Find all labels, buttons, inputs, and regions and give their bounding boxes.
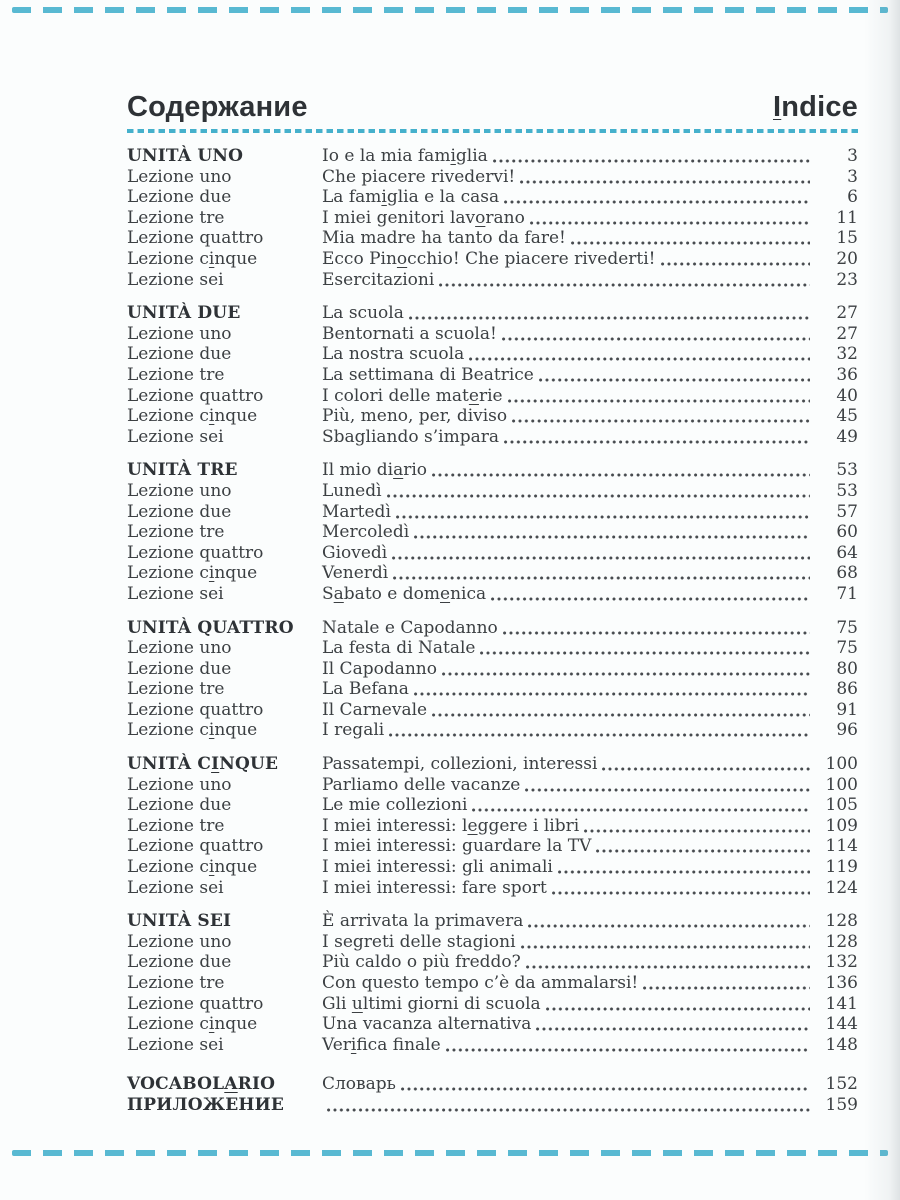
toc-row-label: ПРИЛОЖЕНИЕ	[127, 1094, 285, 1115]
toc-row-title: La famiglia e la casa	[322, 187, 500, 208]
toc-row	[127, 638, 858, 659]
toc-row-middle	[322, 502, 814, 522]
toc-row-title: Sabato e domenica	[322, 583, 487, 604]
toc-row-label: Lezione uno	[127, 166, 232, 187]
toc-row-label: Lezione uno	[127, 931, 232, 952]
toc-row	[127, 522, 858, 543]
top-border-dashes	[12, 7, 888, 13]
toc-row	[127, 583, 858, 604]
toc-row	[127, 207, 858, 228]
toc-row-title: Verifica finale	[322, 1034, 441, 1055]
toc-section	[127, 460, 858, 604]
toc-row	[127, 911, 858, 932]
toc-row-middle	[322, 700, 814, 720]
toc-row-page: 80	[836, 658, 858, 679]
toc-row-page: 136	[825, 973, 858, 993]
toc-row-middle	[322, 1035, 814, 1055]
toc-row-middle	[322, 816, 814, 836]
toc-row-page: 105	[825, 795, 858, 816]
toc-row-label: UNITÀ UNO	[127, 146, 244, 167]
toc-row-page: 141	[825, 993, 858, 1014]
toc-row-page: 36	[836, 364, 858, 385]
toc-row-middle	[322, 932, 814, 952]
toc-row-middle	[322, 324, 814, 344]
toc-row-label: UNITÀ QUATTRO	[127, 617, 294, 638]
toc-row-title: Martedì	[322, 501, 391, 522]
toc-row-page: 60	[836, 522, 858, 543]
toc-row-title: I miei interessi: leggere i libri	[322, 815, 580, 836]
toc-row	[127, 993, 858, 1014]
toc-row-label: Lezione due	[127, 795, 232, 816]
toc-row	[127, 931, 858, 952]
toc-row-page: 75	[836, 617, 858, 638]
toc-row	[127, 501, 858, 522]
dot-leader	[539, 378, 810, 382]
dot-leader	[414, 692, 810, 696]
toc-row-title: Словарь	[322, 1074, 396, 1095]
dot-leader	[528, 924, 810, 928]
toc-row	[127, 658, 858, 679]
toc-row-title: I miei interessi: gli animali	[322, 857, 553, 878]
dot-leader	[491, 597, 810, 601]
toc-row-middle	[322, 344, 814, 364]
toc-row-label: Lezione sei	[127, 1034, 224, 1055]
toc-row-title: Mia madre ha tanto da fare!	[322, 228, 566, 249]
toc-row-middle	[322, 994, 814, 1014]
toc-row	[127, 460, 858, 481]
toc-row-label: Lezione sei	[127, 877, 224, 898]
toc-row	[127, 720, 858, 741]
toc-row-middle	[322, 638, 814, 658]
dot-leader	[401, 1087, 810, 1091]
toc-row-middle	[322, 187, 814, 207]
toc-section	[127, 1074, 858, 1115]
toc-row-label: Lezione quattro	[127, 228, 264, 249]
toc-row	[127, 1014, 858, 1035]
toc-row-label: Lezione uno	[127, 638, 232, 659]
toc-row-middle	[322, 973, 814, 993]
toc-row	[127, 699, 858, 720]
dot-leader	[392, 556, 810, 560]
toc-row-page: 49	[836, 426, 858, 447]
toc-row-title: Il Carnevale	[322, 699, 428, 720]
toc-row-page: 53	[836, 480, 858, 501]
toc-row-label: Lezione due	[127, 658, 232, 679]
toc-row-middle	[322, 249, 814, 269]
toc-row-label: Lezione quattro	[127, 385, 264, 406]
toc-row-title: I colori delle materie	[322, 385, 503, 406]
toc-row-label: Lezione due	[127, 952, 232, 973]
toc-row-middle	[322, 618, 814, 638]
toc-row	[127, 952, 858, 973]
toc-row-label: Lezione cinque	[127, 563, 258, 584]
toc-row-page: 64	[836, 542, 858, 563]
toc-row-label: UNITÀ SEI	[127, 911, 232, 932]
toc-row	[127, 344, 858, 365]
toc-row-page: 40	[836, 385, 858, 406]
dot-leader	[469, 357, 810, 361]
dot-leader	[584, 829, 810, 833]
toc-row-page: 53	[836, 460, 858, 481]
toc-row-middle	[322, 208, 814, 228]
toc-row-label: Lezione cinque	[127, 857, 258, 878]
toc-row-page: 27	[836, 303, 858, 324]
dot-leader	[571, 241, 810, 245]
toc-row	[127, 1074, 858, 1095]
toc-section	[127, 617, 858, 741]
toc-row	[127, 228, 858, 249]
dot-leader	[526, 965, 810, 969]
toc-row	[127, 303, 858, 324]
toc-row-page: 45	[836, 406, 858, 427]
toc-row-label: Lezione cinque	[127, 720, 258, 741]
toc-row-page: 109	[825, 815, 858, 836]
toc-row-middle	[322, 146, 814, 166]
toc-row-label: Lezione uno	[127, 480, 232, 501]
toc-row-label: Lezione sei	[127, 426, 224, 447]
toc-row-middle	[322, 911, 814, 931]
toc-row-page: 100	[825, 754, 858, 775]
toc-row	[127, 385, 858, 406]
toc-section	[127, 753, 858, 897]
toc-row-title: I regali	[322, 720, 385, 741]
toc-row-page: 71	[836, 583, 858, 604]
toc-row-title: Esercitazioni	[322, 269, 435, 290]
toc-row-middle	[322, 775, 814, 795]
dot-leader	[439, 283, 810, 287]
dot-leader	[520, 180, 810, 184]
toc-row-page: 86	[836, 679, 858, 700]
toc-row-label: Lezione uno	[127, 774, 232, 795]
toc-row-middle	[322, 427, 814, 447]
toc-row-title: Sbagliando s’impara	[322, 426, 499, 447]
toc-row-page: 152	[825, 1074, 858, 1095]
toc-row-title: È arrivata la primavera	[322, 911, 524, 932]
toc-row-page: 144	[825, 1014, 858, 1035]
toc-row	[127, 248, 858, 269]
toc-row	[127, 972, 858, 993]
toc-row-title: Il Capodanno	[322, 658, 437, 679]
dot-leader	[661, 262, 810, 266]
toc-row-page: 100	[825, 774, 858, 795]
dot-leader	[504, 200, 810, 204]
toc-row	[127, 795, 858, 816]
toc-row-title: Una vacanza alternativa	[322, 1014, 532, 1035]
toc-row-title: Mercoledì	[322, 522, 410, 543]
toc-row-page: 75	[836, 638, 858, 659]
dot-leader	[409, 316, 810, 320]
toc-row-label: Lezione tre	[127, 522, 225, 543]
dot-leader	[504, 440, 810, 444]
toc-row	[127, 815, 858, 836]
toc-row-middle	[322, 543, 814, 563]
bottom-border-dashes	[12, 1150, 888, 1156]
toc-row-page: 23	[836, 269, 858, 290]
dot-leader	[643, 986, 810, 990]
toc-row-title: Il mio diario	[322, 460, 428, 481]
toc-row-middle	[322, 270, 814, 290]
toc-row	[127, 166, 858, 187]
toc-title-russian: Содержание	[127, 91, 308, 123]
dot-leader	[530, 221, 810, 225]
toc-row-page: 57	[836, 501, 858, 522]
toc-row-title: Passatempi, collezioni, interessi	[322, 754, 598, 775]
toc-row	[127, 877, 858, 898]
toc-row-page: 128	[825, 911, 858, 932]
toc-row-middle	[322, 406, 814, 426]
toc-row	[127, 563, 858, 584]
toc-title-italian: Indice	[772, 91, 858, 123]
toc-row-middle	[322, 481, 814, 501]
dot-leader	[596, 849, 810, 853]
toc-row-page: 124	[825, 877, 858, 898]
page-edge-shadow	[864, 0, 900, 1200]
toc-row-middle	[322, 584, 814, 604]
toc-row-label: Lezione quattro	[127, 993, 264, 1014]
toc-row	[127, 753, 858, 774]
toc-row-middle	[322, 228, 814, 248]
toc-row-label: VOCABOLARIO	[127, 1074, 276, 1095]
dot-leader	[389, 733, 810, 737]
dot-leader	[432, 473, 810, 477]
dot-leader	[508, 399, 810, 403]
dot-leader	[502, 337, 810, 341]
dot-leader	[472, 808, 810, 812]
toc-row-label: Lezione tre	[127, 973, 225, 993]
toc-row	[127, 480, 858, 501]
toc-row-title: I miei interessi: guardare la TV	[322, 836, 592, 857]
toc-row	[127, 145, 858, 166]
toc-row-label: Lezione due	[127, 501, 232, 522]
page-header	[127, 92, 858, 122]
dot-leader	[546, 1007, 810, 1011]
toc-row-middle	[322, 386, 814, 406]
toc-row-middle	[322, 720, 814, 740]
toc-row-label: Lezione quattro	[127, 699, 264, 720]
dot-leader	[493, 159, 810, 163]
toc-row-label: UNITÀ TRE	[127, 460, 238, 481]
toc-row-label: Lezione cinque	[127, 249, 258, 269]
toc-row	[127, 187, 858, 208]
dot-leader	[512, 419, 810, 423]
toc-row	[127, 836, 858, 857]
dot-leader	[327, 1108, 810, 1112]
toc-row-page: 132	[825, 952, 858, 973]
toc-row-label: Lezione tre	[127, 679, 225, 700]
toc-row-page: 20	[836, 249, 858, 269]
dot-leader	[393, 576, 810, 580]
dot-leader	[558, 870, 810, 874]
dot-leader	[396, 515, 810, 519]
toc-row-page: 114	[825, 836, 858, 857]
toc-row-label: Lezione due	[127, 344, 232, 365]
toc-row-title: La nostra scuola	[322, 344, 465, 365]
toc-section	[127, 303, 858, 447]
toc-row-page: 68	[836, 563, 858, 584]
toc-row	[127, 1034, 858, 1055]
dot-leader	[446, 1048, 810, 1052]
toc-row-title: I miei genitori lavorano	[322, 207, 525, 228]
dot-leader	[414, 535, 810, 539]
toc-row-title: Gli ultimi giorni di scuola	[322, 993, 541, 1014]
toc-row	[127, 426, 858, 447]
toc-row-page: 91	[836, 699, 858, 720]
toc-row-page: 6	[847, 187, 858, 208]
toc-row-title: Natale e Capodanno	[322, 617, 498, 638]
toc-row	[127, 679, 858, 700]
toc-row	[127, 856, 858, 877]
toc-row	[127, 323, 858, 344]
toc-row-title: Che piacere rivedervi!	[322, 166, 516, 187]
toc-row-page: 15	[836, 228, 858, 249]
toc-row	[127, 542, 858, 563]
toc-row-label: Lezione quattro	[127, 836, 264, 857]
toc-row-middle	[322, 522, 814, 542]
toc-row	[127, 774, 858, 795]
toc-row-label: Lezione cinque	[127, 406, 258, 427]
toc-row-page: 159	[825, 1094, 858, 1115]
toc-row-middle	[322, 167, 814, 187]
dot-leader	[480, 651, 810, 655]
toc-row-title: La festa di Natale	[322, 638, 476, 659]
toc-row-page: 11	[836, 207, 858, 228]
dot-leader	[525, 788, 810, 792]
toc-row-title: I miei interessi: fare sport	[322, 877, 547, 898]
toc-row-middle	[322, 659, 814, 679]
toc-row-label: Lezione tre	[127, 815, 225, 836]
toc-row-label: UNITÀ CINQUE	[127, 754, 279, 775]
toc	[127, 145, 858, 1115]
toc-row-page: 148	[825, 1034, 858, 1055]
toc-section	[127, 911, 858, 1055]
toc-row-middle	[322, 563, 814, 583]
toc-row-title: Più caldo o più freddo?	[322, 952, 521, 973]
toc-row-label: Lezione tre	[127, 364, 225, 385]
toc-row-label: UNITÀ DUE	[127, 303, 241, 324]
toc-row-page: 128	[825, 931, 858, 952]
toc-row-label: Lezione sei	[127, 583, 224, 604]
toc-row-title: Con questo tempo c’è da ammalarsi!	[322, 973, 639, 993]
toc-content	[127, 92, 858, 1115]
toc-row-page: 27	[836, 323, 858, 344]
toc-row-label: Lezione tre	[127, 207, 225, 228]
toc-row-middle	[322, 952, 814, 972]
toc-row-middle	[322, 460, 814, 480]
toc-row-middle	[322, 1108, 814, 1115]
toc-row-page: 3	[847, 166, 858, 187]
toc-row-title: Più, meno, per, diviso	[322, 406, 508, 427]
toc-row	[127, 269, 858, 290]
dot-leader	[442, 672, 810, 676]
toc-row-middle	[322, 679, 814, 699]
toc-row-title: Le mie collezioni	[322, 795, 468, 816]
toc-row-title: Venerdì	[322, 563, 389, 584]
toc-row-label: Lezione due	[127, 187, 232, 208]
toc-row	[127, 617, 858, 638]
dot-leader	[536, 1027, 810, 1031]
toc-row-middle	[322, 795, 814, 815]
toc-row-label: Lezione sei	[127, 269, 224, 290]
toc-row	[127, 406, 858, 427]
toc-row-middle	[322, 836, 814, 856]
toc-row-middle	[322, 754, 814, 774]
toc-row-page: 3	[847, 146, 858, 167]
dot-leader	[432, 713, 810, 717]
dot-leader	[503, 631, 810, 635]
toc-row-page: 96	[836, 720, 858, 741]
toc-row-title: Giovedì	[322, 542, 388, 563]
toc-row-middle	[322, 365, 814, 385]
toc-row-title: Ecco Pinocchio! Che piacere rivederti!	[322, 249, 656, 269]
toc-row-label: Lezione cinque	[127, 1014, 258, 1035]
toc-row-middle	[322, 1074, 814, 1094]
toc-row-title: La Befana	[322, 679, 409, 700]
toc-row-middle	[322, 857, 814, 877]
dot-leader	[552, 891, 810, 895]
toc-row-page: 32	[836, 344, 858, 365]
dot-leader	[521, 945, 810, 949]
toc-row	[127, 1094, 858, 1115]
dot-leader	[387, 494, 810, 498]
toc-row-page: 119	[825, 857, 858, 878]
dot-leader	[602, 767, 810, 771]
toc-row-middle	[322, 303, 814, 323]
toc-section	[127, 145, 858, 289]
toc-row	[127, 364, 858, 385]
toc-row-title: Parliamo delle vacanze	[322, 774, 521, 795]
toc-row-label: Lezione uno	[127, 323, 232, 344]
toc-row-middle	[322, 1014, 814, 1034]
toc-row-title: I segreti delle stagioni	[322, 931, 516, 952]
toc-row-title: La settimana di Beatrice	[322, 364, 534, 385]
toc-row-title: La scuola	[322, 303, 404, 324]
toc-row-title: Lunedì	[322, 480, 382, 501]
toc-row-title: Io e la mia famiglia	[322, 146, 488, 167]
toc-row-label: Lezione quattro	[127, 542, 264, 563]
header-dashed-rule	[127, 129, 858, 133]
toc-row-title: Bentornati a scuola!	[322, 323, 497, 344]
toc-row-middle	[322, 878, 814, 898]
